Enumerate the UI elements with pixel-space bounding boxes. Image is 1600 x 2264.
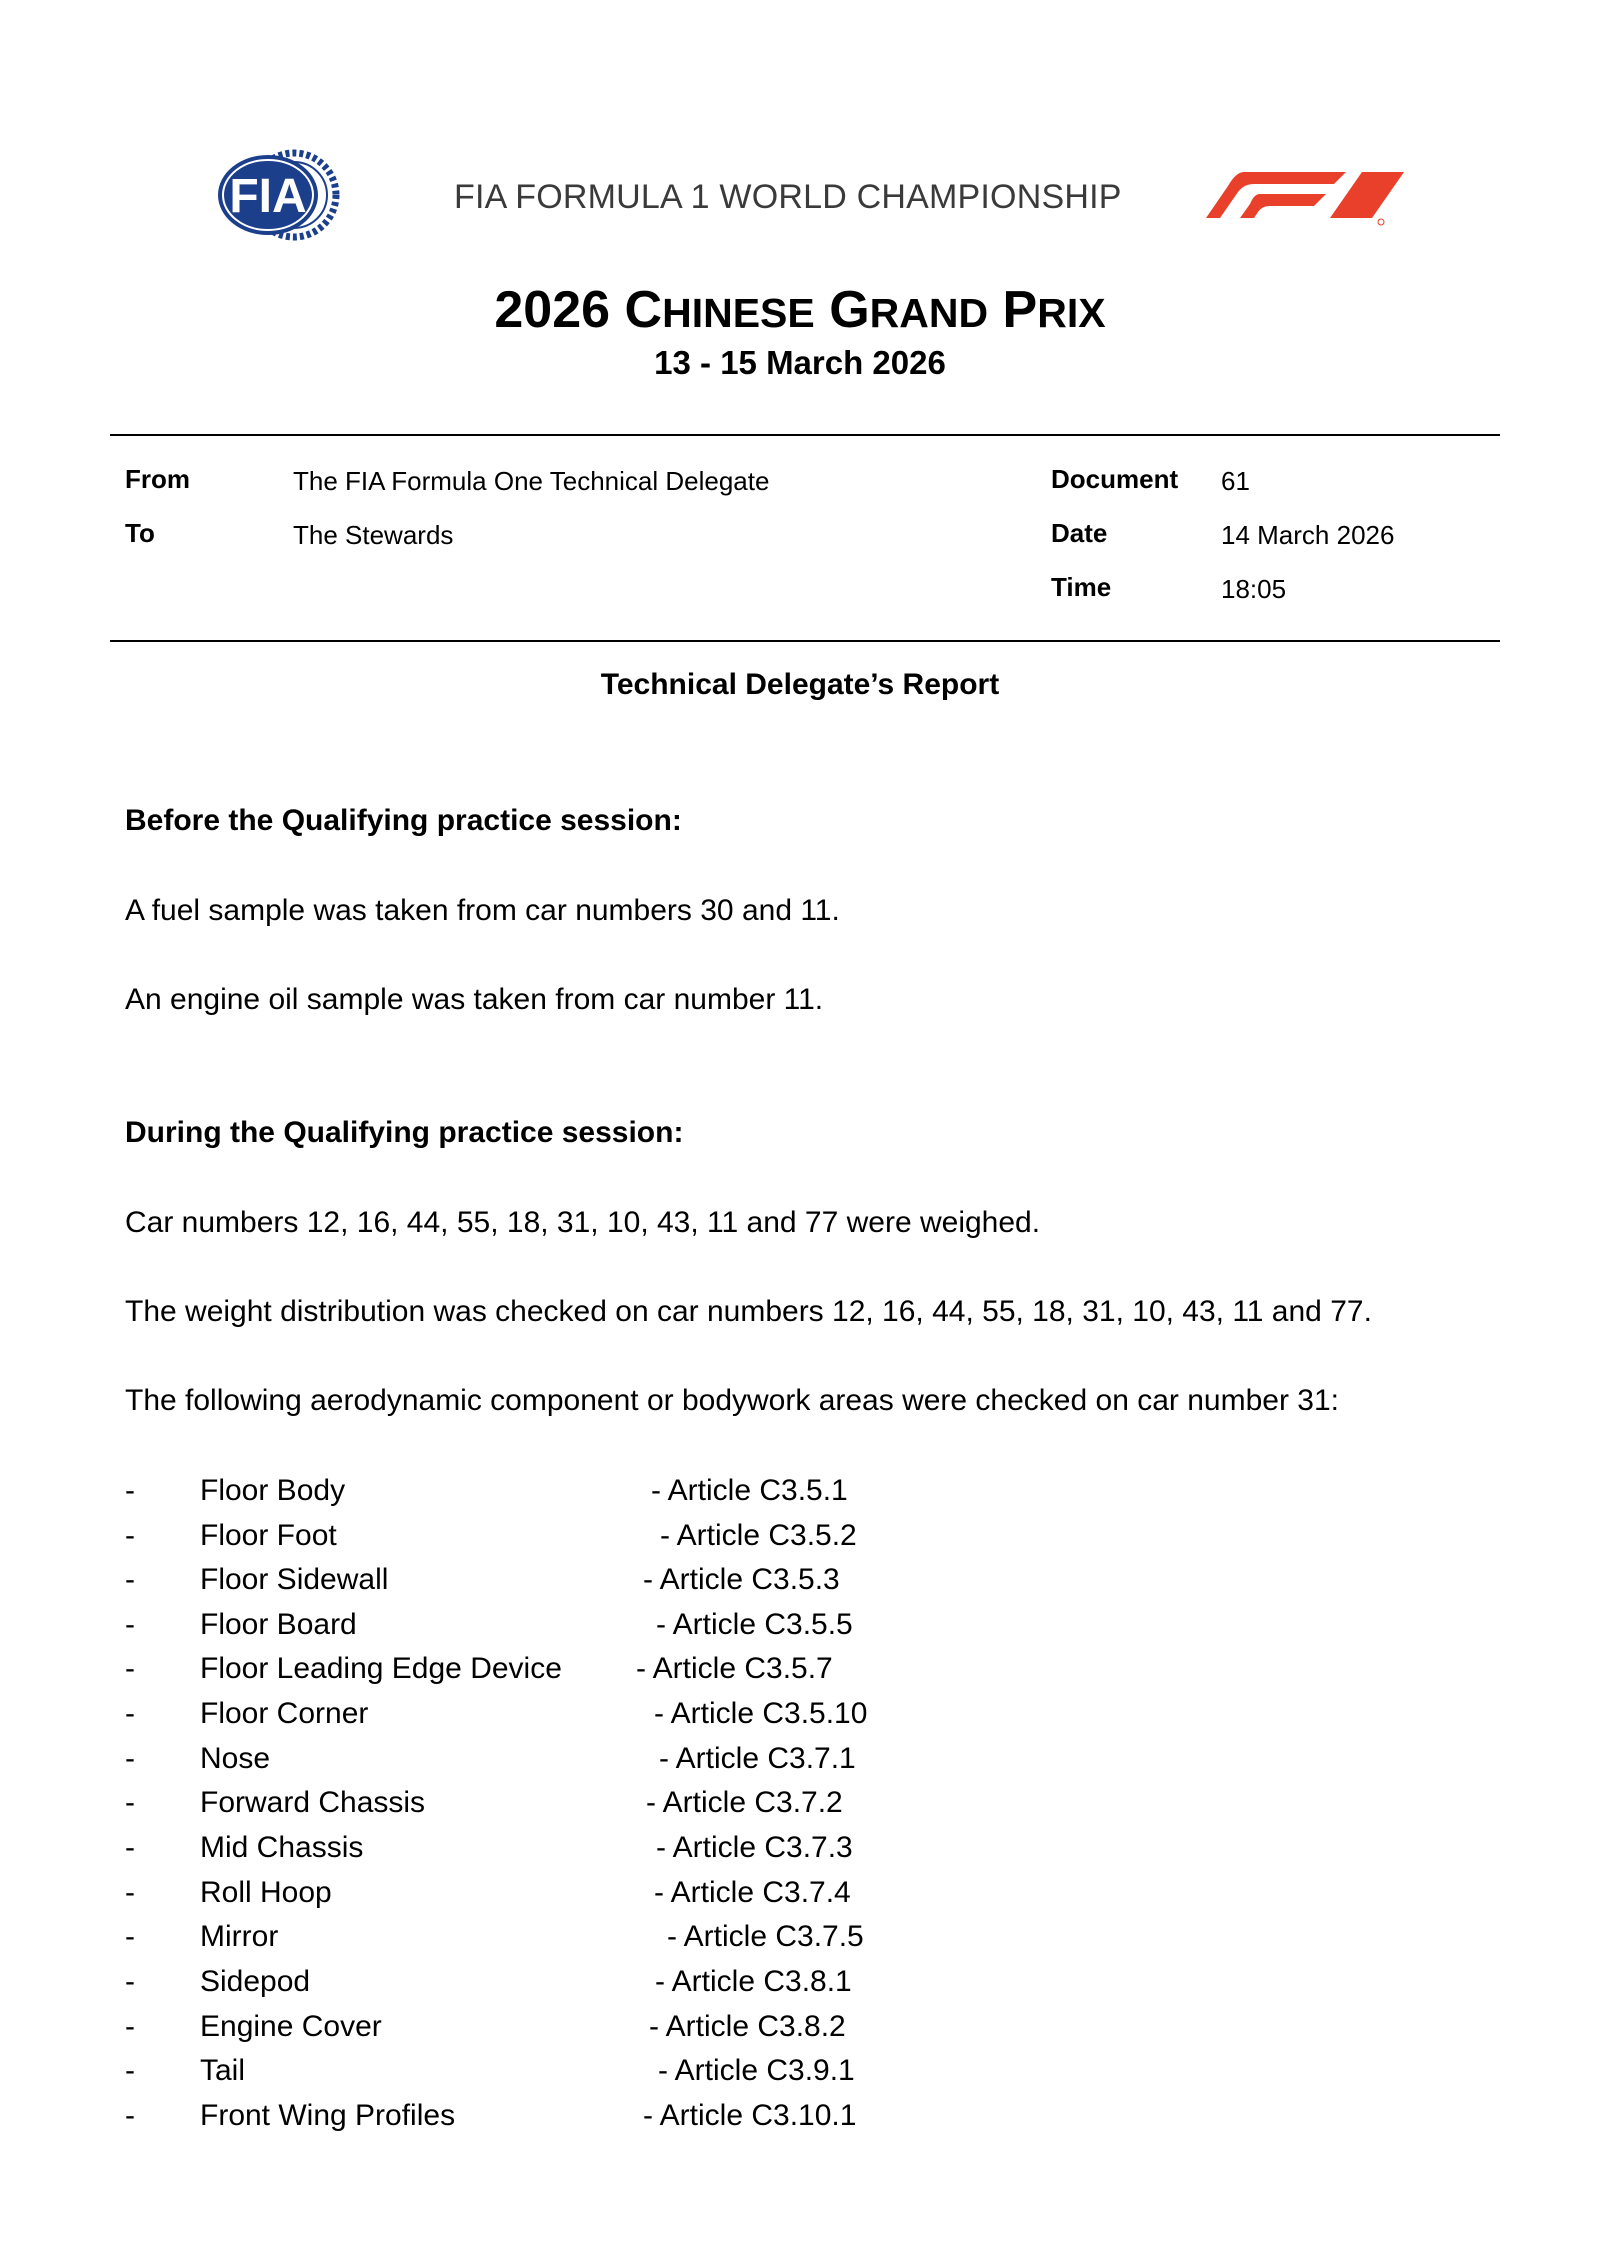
article-ref: - Article C3.8.1 [655,1965,852,1998]
component-name: Engine Cover [200,2010,382,2043]
article-ref: - Article C3.7.5 [667,1920,864,1953]
fia-logo-text: FIA [229,170,307,223]
race-title: 2026 CHINESE GRAND PRIX [494,281,1106,339]
article-ref: - Article C3.5.2 [660,1519,857,1552]
component-name: Floor Leading Edge Device [200,1652,562,1685]
header-divider-bottom [110,640,1500,642]
during-session-paragraph: The weight distribution was checked on car numbers 12, 16, 44, 55, 18, 31, 10, 43, 11 and 77. [125,1295,1372,1328]
article-ref: - Article C3.10.1 [643,2099,857,2132]
article-ref: - Article C3.5.3 [643,1563,840,1596]
component-name: Floor Body [200,1474,346,1507]
to-label: To [125,518,155,548]
article-ref: - Article C3.5.10 [654,1697,868,1730]
document-value: 61 [1221,466,1250,496]
header-divider-top [110,434,1500,436]
before-session-heading: Before the Qualifying practice session: [125,804,682,837]
time-value: 18:05 [1221,574,1287,604]
f1-logo [1206,166,1404,226]
component-name: Tail [200,2054,246,2087]
component-name: Floor Corner [200,1697,369,1730]
before-session-paragraph: An engine oil sample was taken from car number 11. [125,983,824,1016]
component-name: Nose [200,1742,271,1775]
article-ref: - Article C3.7.4 [654,1876,851,1909]
article-ref: - Article C3.5.7 [636,1652,833,1685]
race-dates: 13 - 15 March 2026 [654,344,946,381]
article-ref: - Article C3.9.1 [658,2054,855,2087]
from-label: From [125,464,190,494]
article-ref: - Article C3.7.2 [646,1786,843,1819]
component-name: Mid Chassis [200,1831,364,1864]
article-ref: - Article C3.7.3 [656,1831,853,1864]
component-name: Forward Chassis [200,1786,426,1819]
date-label: Date [1051,518,1108,548]
to-value: The Stewards [293,520,454,550]
before-session-paragraph: A fuel sample was taken from car numbers 30 and 11. [125,894,840,927]
article-ref: - Article C3.5.5 [656,1608,853,1641]
article-ref: - Article C3.5.1 [651,1474,848,1507]
during-session-paragraph: The following aerodynamic component or bodywork areas were checked on car number 31: [125,1384,1339,1417]
date-value: 14 March 2026 [1221,520,1395,550]
component-name: Mirror [200,1920,279,1953]
document-label: Document [1051,464,1179,494]
article-ref: - Article C3.7.1 [659,1742,856,1775]
time-label: Time [1051,572,1112,602]
component-name: Roll Hoop [200,1876,332,1909]
component-name: Front Wing Profiles [200,2099,456,2132]
component-name: Floor Sidewall [200,1563,389,1596]
component-name: Sidepod [200,1965,311,1998]
component-name: Floor Board [200,1608,357,1641]
fia-logo [206,148,342,242]
from-value: The FIA Formula One Technical Delegate [293,466,770,496]
during-session-heading: During the Qualifying practice session: [125,1116,684,1149]
article-ref: - Article C3.8.2 [649,2010,846,2043]
report-title: Technical Delegate’s Report [600,668,1000,701]
championship-title: FIA FORMULA 1 WORLD CHAMPIONSHIP [454,178,1122,216]
during-session-paragraph: Car numbers 12, 16, 44, 55, 18, 31, 10, 43, 11 and 77 were weighed. [125,1206,1041,1239]
component-name: Floor Foot [200,1519,337,1552]
